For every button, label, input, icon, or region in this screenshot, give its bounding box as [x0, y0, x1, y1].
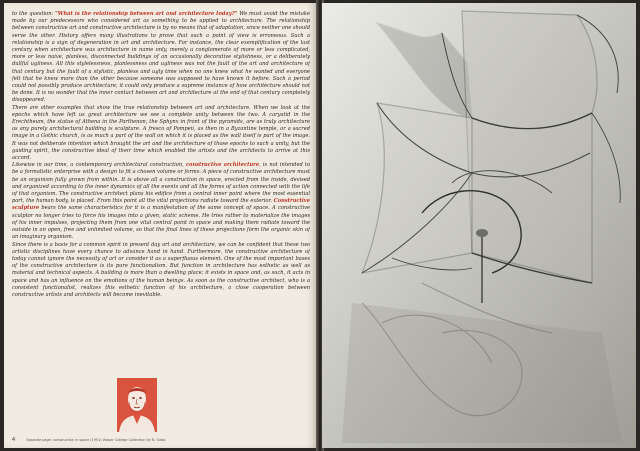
portrait-illustration [117, 378, 157, 432]
text-run: , is not intended to be a formalistic enterprise with a design to fit a chosen volume or forms. A piece of constructive architecture must be an organism fully grown from within. It is above all a construction in space, erected from the inside, devised and organized according to the inner dynamics of all the events and all the forms of action connected with the life of that organism. The constructive architect plans his edifice from a central inner point where the most essential part, the human body, is placed. From this point all the vital projections radiate toward the exterior. [12, 162, 310, 205]
article-body-text [12, 11, 310, 387]
text-run: There are other examples that show the true relationship between art and architecture. When we look at the epochs which have left us great architecture we see a complete unity between the two. A caryatid in the Erechtheum, the statue of Athena in the Parthenon, the Sphynx in front of the pyramids, are as truly architecture as any purely architectural building is sculpture. A fresco of Pompeii, as then in a Byzantine temple, or a sacred image in a Gothic church, is as much a part of the wall on which it is placed as the wall itself is part of the image. It was not deliberate intention which brought the art and the architecture of those epochs to such a unity, but the guiding spirit, the constructive ideal of their time which enabled the artists and the architects to arrive at this accord. [12, 104, 310, 162]
highlighted-phrase: Constructive sculpture [12, 198, 310, 212]
text-run: We must avoid the mistake made by our predecessors who considered art as something to be applied to architecture. The relationship between constructive art and constructive architecture is by no means that of adaptation, since neither one should serve the other. History offers many illustrations to prove that such a point of view is erroneous. Such a relationship is a sign of degeneration in art and architecture. For instance, the clear exemplification of the last century when architecture was architecture in name only, merely a conglomerate of more or less complicated, more or less naive, planless, disconnected buildings of an occasionally decorative stylishness, or a deliberately dullful ugliness. All this stylelessness, planlessness and ugliness was not the fault of the art and architecture of that century but the fault of a stylistic, planless and ugly time when no one knew what he wanted and everyone felt that he knew more than the other because someone was supposed to have known it before. Such a period could not possibly produce architecture; it could only produce a supreme instance of how architecture should not be done. It is no wonder that the inner contact between art and architecture at the end of that century completely disappeared. [12, 11, 310, 104]
article-paragraph [12, 105, 310, 163]
text-run: Likewise in our time, a contemporary architectural construction, [12, 162, 186, 169]
article-paragraph [12, 11, 310, 105]
article-paragraph [12, 162, 310, 241]
sculpture-photo [322, 3, 636, 448]
left-page [4, 3, 318, 448]
article-paragraph [12, 242, 310, 300]
right-page-photograph [322, 3, 636, 448]
author-portrait [117, 378, 157, 432]
page-number: 4 [12, 437, 16, 443]
highlighted-phrase: "What is the relationship between art and architecture today?" [55, 11, 238, 17]
photo-credit: Opposite page: construction in space (1951) Vassar College Collection by N. Gabo. [26, 438, 167, 442]
text-run: to the question: [12, 11, 56, 17]
text-run: Since there is a basis for a common spirit in present day art and architecture, we can be confident that these two artistic disciplines have every chance to advance hand in hand. Furthermore, the constructive architecture of today cannot ignore the necessity of art or consider it as a superfluous element. One of the most important bases of the constructive architecture is its pure functionalism. But function in architecture has esthetic as well as material and technical aspects. A building is more than a dwelling place; it exists in space and, as such, it acts in space and has an influence on the emotions of the human beings. As soon as the constructive architect, who is a consistent functionalist, realizes this esthetic function of his architecture, a close cooperation between constructive artists and architects will become inevitable. [12, 241, 310, 298]
text-run: bears the same characteristics for it is a manifestation of the same concept of space. A constructive sculptor no longer tries to force his images into a given, static scheme. He tries rather to materialize the images of his inner impulses, projecting them from one vital central point in space and making them radiate toward the outside in an open, free and unlimited volume, so that the final lines of these projections form the organic skin of an imaginary organism. [12, 205, 310, 241]
highlighted-phrase: constructive architecture [185, 162, 260, 169]
